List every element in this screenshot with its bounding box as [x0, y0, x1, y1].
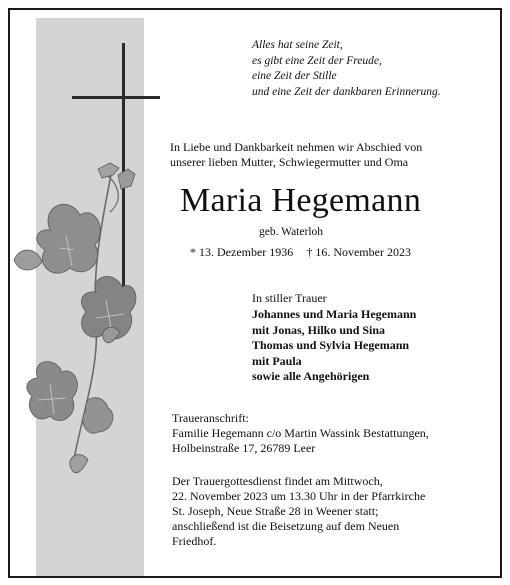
- mourner-line: Johannes und Maria Hegemann: [252, 307, 417, 321]
- intro-line: unserer lieben Mutter, Schwiegermutter und Oma: [170, 155, 409, 169]
- ivy-illustration: [14, 163, 136, 473]
- intro-line: In Liebe und Dankbarkeit nehmen wir Abschied von: [170, 140, 423, 154]
- mourner-line: mit Paula: [252, 353, 302, 368]
- quote-line: und eine Zeit der dankbaren Erinnerung.: [252, 85, 441, 98]
- maiden-name: geb. Waterloh: [259, 226, 324, 238]
- mourners-label: In stiller Trauer: [252, 291, 327, 305]
- service-line: Der Trauergottesdienst findet am Mittwoch,: [172, 474, 383, 488]
- address-line: Traueranschrift:: [172, 411, 249, 425]
- deceased-name: Maria Hegemann: [180, 182, 422, 219]
- address-line: Familie Hegemann c/o Martin Wassink Bestattungen,: [172, 426, 429, 440]
- life-dates: [190, 245, 411, 259]
- service-line: anschließend ist die Beisetzung auf dem Neuen: [172, 519, 400, 533]
- birth-date: * 13. Dezember 1936: [190, 245, 294, 259]
- service-info: [172, 474, 425, 549]
- mourning-address: [172, 411, 429, 456]
- quote-line: Alles hat seine Zeit,: [252, 39, 343, 51]
- death-date: † 16. November 2023: [306, 245, 411, 259]
- address-line: Holbeinstraße 17, 26789 Leer: [172, 441, 316, 455]
- mourner-line: mit Jonas, Hilko und Sina: [252, 322, 386, 337]
- mourner-line: sowie alle Angehörigen: [252, 369, 370, 383]
- service-line: St. Joseph, Neue Straße 28 in Weener statt;: [172, 504, 379, 518]
- quote-line: es gibt eine Zeit der Freude,: [252, 54, 382, 67]
- mourners-list: [252, 307, 416, 385]
- intro-text: [170, 140, 422, 170]
- service-line: Friedhof.: [172, 534, 217, 548]
- mourner-line: Thomas und Sylvia Hegemann: [252, 338, 410, 352]
- service-line: 22. November 2023 um 13.30 Uhr in der Pfarrkirche: [172, 489, 426, 503]
- quote: [252, 38, 441, 100]
- quote-line: eine Zeit der Stille: [252, 70, 337, 82]
